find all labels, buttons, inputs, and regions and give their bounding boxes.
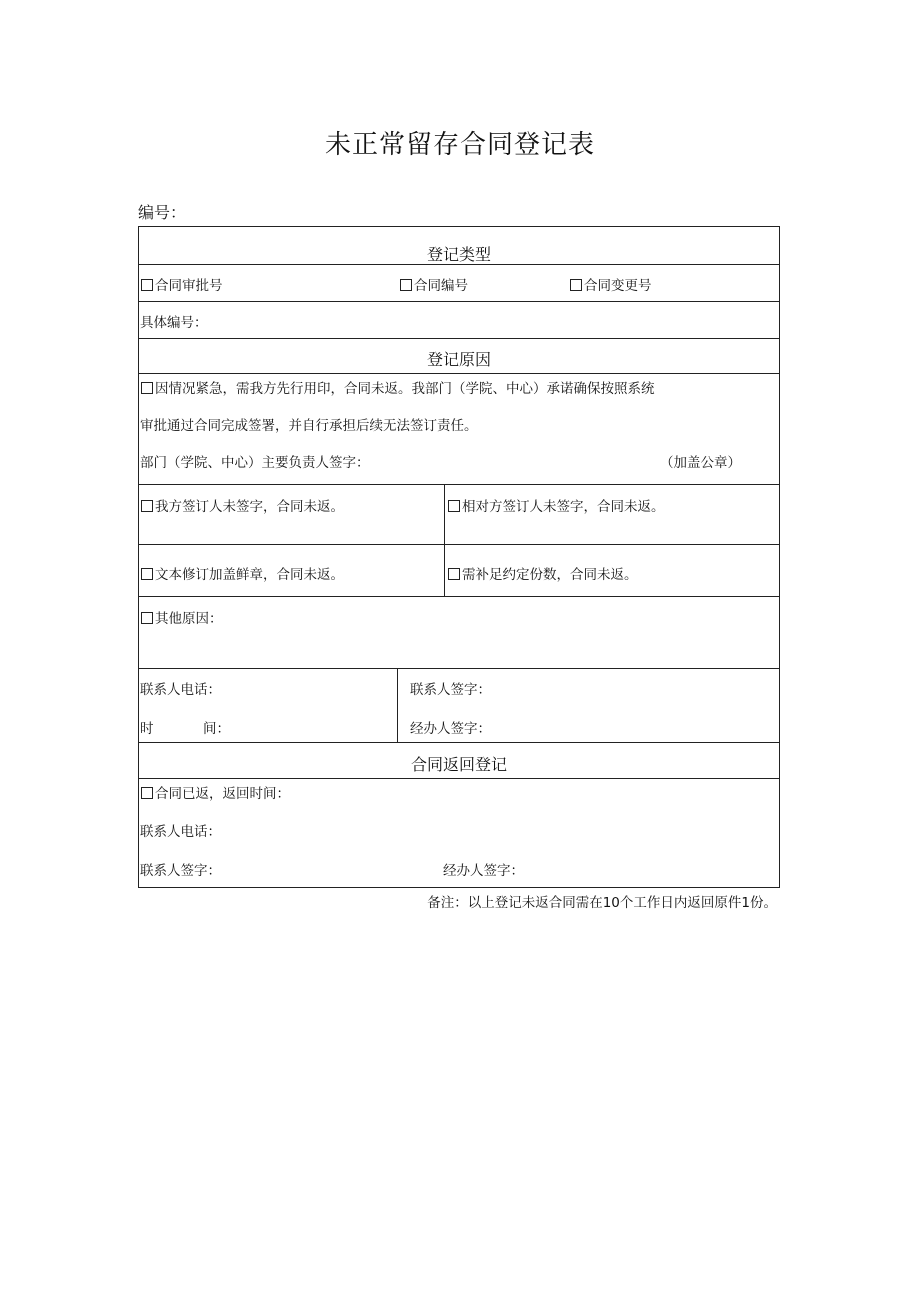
registration-type-header: 登记类型 [426, 245, 491, 264]
reason-label: 相对方签订人未签字，合同未返。 [462, 499, 665, 515]
dept-head-sign-label: 部门（学院、中心）主要负责人签字： [140, 455, 370, 471]
checkbox-icon[interactable] [400, 279, 412, 291]
reason-label: 需补足约定份数，合同未返。 [462, 567, 638, 583]
checkbox-icon[interactable] [141, 382, 153, 394]
reason-urgent-text-line2: 审批通过合同完成签署，并自行承担后续无法签订责任。 [140, 418, 478, 434]
row-divider [138, 338, 780, 339]
row-divider [138, 484, 780, 485]
returned-label: 合同已返，返回时间： [155, 786, 290, 802]
row-divider [138, 778, 780, 779]
reason-label: 我方签订人未签字，合同未返。 [155, 499, 344, 515]
registration-reason-header: 登记原因 [426, 350, 491, 369]
option-label: 合同审批号 [155, 278, 223, 294]
reason-other-option[interactable] [141, 607, 223, 627]
handler-sign-label: 经办人签字： [410, 721, 491, 737]
checkbox-icon[interactable] [448, 500, 460, 512]
time-label-second: 间： [203, 721, 230, 737]
contact-phone-label: 联系人电话： [140, 682, 221, 698]
returned-option[interactable] [141, 782, 290, 802]
reason-more-copies-option[interactable] [448, 563, 638, 583]
seal-label: （加盖公章） [660, 455, 741, 471]
specific-number-label: 具体编号： [140, 315, 208, 331]
reason-other-signer-option[interactable] [448, 495, 665, 515]
checkbox-icon[interactable] [141, 568, 153, 580]
row-divider [138, 544, 780, 545]
checkbox-icon[interactable] [141, 787, 153, 799]
row-divider [138, 742, 780, 743]
column-divider [397, 668, 398, 742]
option-label: 合同变更号 [584, 278, 652, 294]
option-change-number[interactable] [570, 274, 652, 294]
reason-text-revision-option[interactable] [141, 563, 344, 583]
option-label: 合同编号 [414, 278, 468, 294]
reason-urgent-text-line1: 因情况紧急，需我方先行用印，合同未返。我部门（学院、中心）承诺确保按照系统 [155, 381, 655, 397]
serial-number-label: 编号： [138, 203, 187, 222]
time-label-first: 时 [140, 721, 154, 737]
row-divider [138, 301, 780, 302]
column-divider [444, 484, 445, 596]
row-divider [138, 596, 780, 597]
return-contact-sign-label: 联系人签字： [140, 863, 221, 879]
checkbox-icon[interactable] [141, 279, 153, 291]
return-handler-sign-label: 经办人签字： [443, 863, 524, 879]
reason-label: 文本修订加盖鲜章，合同未返。 [155, 567, 344, 583]
checkbox-icon[interactable] [570, 279, 582, 291]
return-registration-header: 合同返回登记 [410, 755, 507, 774]
checkbox-icon[interactable] [141, 500, 153, 512]
contact-sign-label: 联系人签字： [410, 682, 491, 698]
checkbox-icon[interactable] [448, 568, 460, 580]
checkbox-icon[interactable] [141, 612, 153, 624]
row-divider [138, 668, 780, 669]
reason-urgent-option[interactable] [141, 377, 655, 397]
return-contact-phone-label: 联系人电话： [140, 824, 221, 840]
page-title: 未正常留存合同登记表 [324, 130, 595, 160]
row-divider [138, 373, 780, 374]
option-contract-number[interactable] [400, 274, 468, 294]
reason-our-signer-option[interactable] [141, 495, 344, 515]
remark-note: 备注：以上登记未返合同需在10个工作日内返回原件1份。 [427, 895, 777, 911]
reason-label: 其他原因： [155, 611, 223, 627]
option-approval-number[interactable] [141, 274, 223, 294]
